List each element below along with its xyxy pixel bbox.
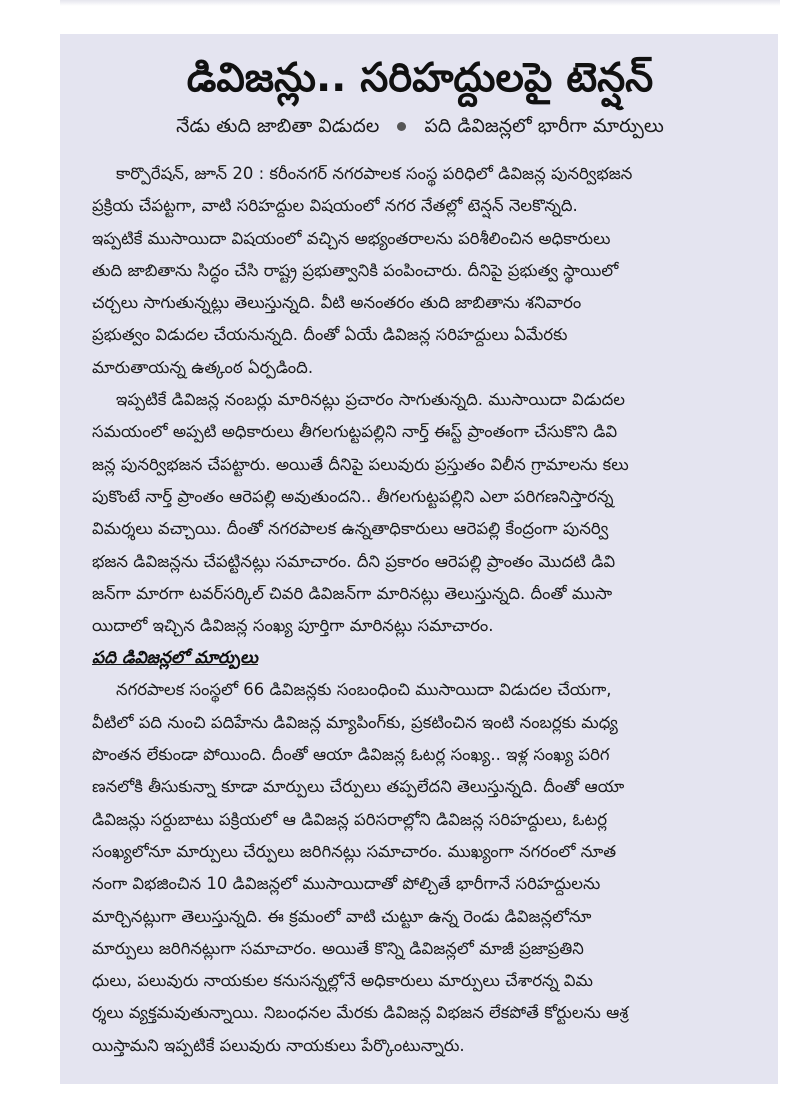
text-line: ర్శలు వ్యక్తమవుతున్నాయి. నిబంధనల మేరకు డివిజన్ల విభజన లేకపోతే కోర్టులను ఆశ్ర: [92, 1003, 629, 1023]
text-line: ధులు, పలువురు నాయకుల కనుసన్నల్లోనే అధికారులు మార్పులు చేశారన్న విమ: [92, 971, 593, 991]
subheadline: [92, 112, 748, 140]
text-line: జన్‌గా మారగా టవర్‌సర్కిల్ చివరి డివిజన్‌గా మారినట్లు తెలుస్తున్నది. దీంతో ముసా: [92, 583, 613, 603]
page-top-edge: [60, 0, 780, 6]
text-line: మార్పులు జరిగినట్లుగా సమాచారం. అయితే కొన్ని డివిజన్లలో మాజీ ప్రజాప్రతిని: [92, 938, 584, 958]
paragraph-2: [92, 384, 748, 642]
text-line: చర్చలు సాగుతున్నట్లు తెలుస్తున్నది. వీటి అనంతరం తుది జాబితాను శనివారం: [92, 293, 582, 313]
text-line: సంఖ్యలోనూ మార్పులు చేర్పులు జరిగినట్లు సమాచారం. ముఖ్యంగా నగరంలో నూత: [92, 841, 617, 861]
text-line: యిస్తామని ఇప్పటికే పలువురు నాయకులు పేర్కొంటున్నారు.: [92, 1035, 465, 1055]
text-line: నంగా విభజించిన 10 డివిజన్లలో ముసాయిదాతో పోల్చితే భారీగానే సరిహద్దులను: [92, 874, 601, 894]
text-line: కార్పొరేషన్, జూన్ 20 : కరీంనగర్ నగరపాలక సంస్థ పరిధిలో డివిజన్ల పునర్విభజన: [116, 164, 633, 183]
text-line: ణనలోకి తీసుకున్నా కూడా మార్పులు చేర్పులు తప్పలేదని తెలుస్తున్నది. దీంతో ఆయా: [92, 777, 625, 797]
paragraph-3: [92, 674, 748, 1062]
text-line: పొంతన లేకుండా పోయింది. దీంతో ఆయా డివిజన్ల ఓటర్ల సంఖ్య.. ఇళ్ల సంఖ్య పరిగ: [92, 745, 610, 765]
headline: డివిజన్లు.. సరిహద్దులపై టెన్షన్: [186, 55, 654, 101]
section-heading: పది డివిజన్లలో మార్పులు: [92, 648, 258, 669]
text-line: భజన డివిజన్లను చేపట్టినట్లు సమాచారం. దీని ప్రకారం ఆరెపల్లి ప్రాంతం మొదటి డివి: [92, 551, 616, 571]
text-line: వీటిలో పది నుంచి పదిహేను డివిజన్ల మ్యాపింగ్‌కు, ప్రకటించిన ఇంటి నంబర్లకు మధ్య: [92, 712, 618, 732]
text-line: విమర్శలు వచ్చాయి. దీంతో నగరపాలక ఉన్నతాధికారులు ఆరెపల్లి కేంద్రంగా పునర్వి: [92, 519, 609, 539]
subheadline-right: పది డివిజన్లలో భారీగా మార్పులు: [424, 115, 664, 137]
paragraph-1: [92, 158, 748, 384]
text-line: మారుతాయన్న ఉత్కంఠ ఏర్పడింది.: [92, 357, 314, 377]
text-line: ఇప్పటికే ముసాయిదా విషయంలో వచ్చిన అభ్యంతరాలను పరిశీలించిన అధికారులు: [92, 228, 611, 248]
text-line: పుకొంటే నార్త్ ప్రాంతం ఆరెపల్లి అవుతుందని.. తీగలగుట్టపల్లిని ఎలా పరిగణనిస్తారన్న: [92, 486, 614, 506]
text-line: జన్ల పునర్విభజన చేపట్టారు. అయితే దీనిపై పలువురు ప్రస్తుతం విలీన గ్రామాలను కలు: [92, 454, 629, 474]
text-line: తుది జాబితాను సిద్ధం చేసి రాష్ట్ర ప్రభుత్వానికి పంపించారు. దీనిపై ప్రభుత్వ స్థాయిలో: [92, 260, 619, 280]
subheadline-left: నేడు తుది జాబితా విడుదల: [176, 115, 380, 137]
bullet-dot-icon: [397, 122, 406, 131]
text-line: ప్రక్రియ చేపట్టగా, వాటి సరిహద్దుల విషయంలో నగర నేతల్లో టెన్షన్ నెలకొన్నది.: [92, 196, 578, 216]
text-line: డివిజన్లు సర్దుబాటు పక్రియలో ఆ డివిజన్ల పరిసరాల్లోని డివిజన్ల సరిహద్దులు, ఓటర్ల: [92, 809, 608, 829]
newspaper-clipping: [60, 34, 778, 1084]
text-line: ప్రభుత్వం విడుదల చేయనున్నది. దీంతో ఏయే డివిజన్ల సరిహద్దులు ఏమేరకు: [92, 325, 568, 345]
text-line: యిదాలో ఇచ్చిన డివిజన్ల సంఖ్య పూర్తిగా మారినట్లు సమాచారం.: [92, 616, 494, 636]
text-line: నగరపాలక సంస్థలో 66 డివిజన్లకు సంబంధించి ముసాయిదా విడుదల చేయగా,: [116, 680, 612, 700]
text-line: సమయంలో అప్పటి అధికారులు తీగలగుట్టపల్లిని నార్త్ ఈస్ట్ ప్రాంతంగా చేసుకొని డివి: [92, 422, 618, 442]
text-line: ఇప్పటికే డివిజన్ల నంబర్లు మారినట్లు ప్రచారం సాగుతున్నది. ముసాయిదా విడుదల: [116, 390, 626, 410]
text-line: మార్చినట్లుగా తెలుస్తున్నది. ఈ క్రమంలో వాటి చుట్టూ ఉన్న రెండు డివిజన్లలోనూ: [92, 906, 592, 926]
